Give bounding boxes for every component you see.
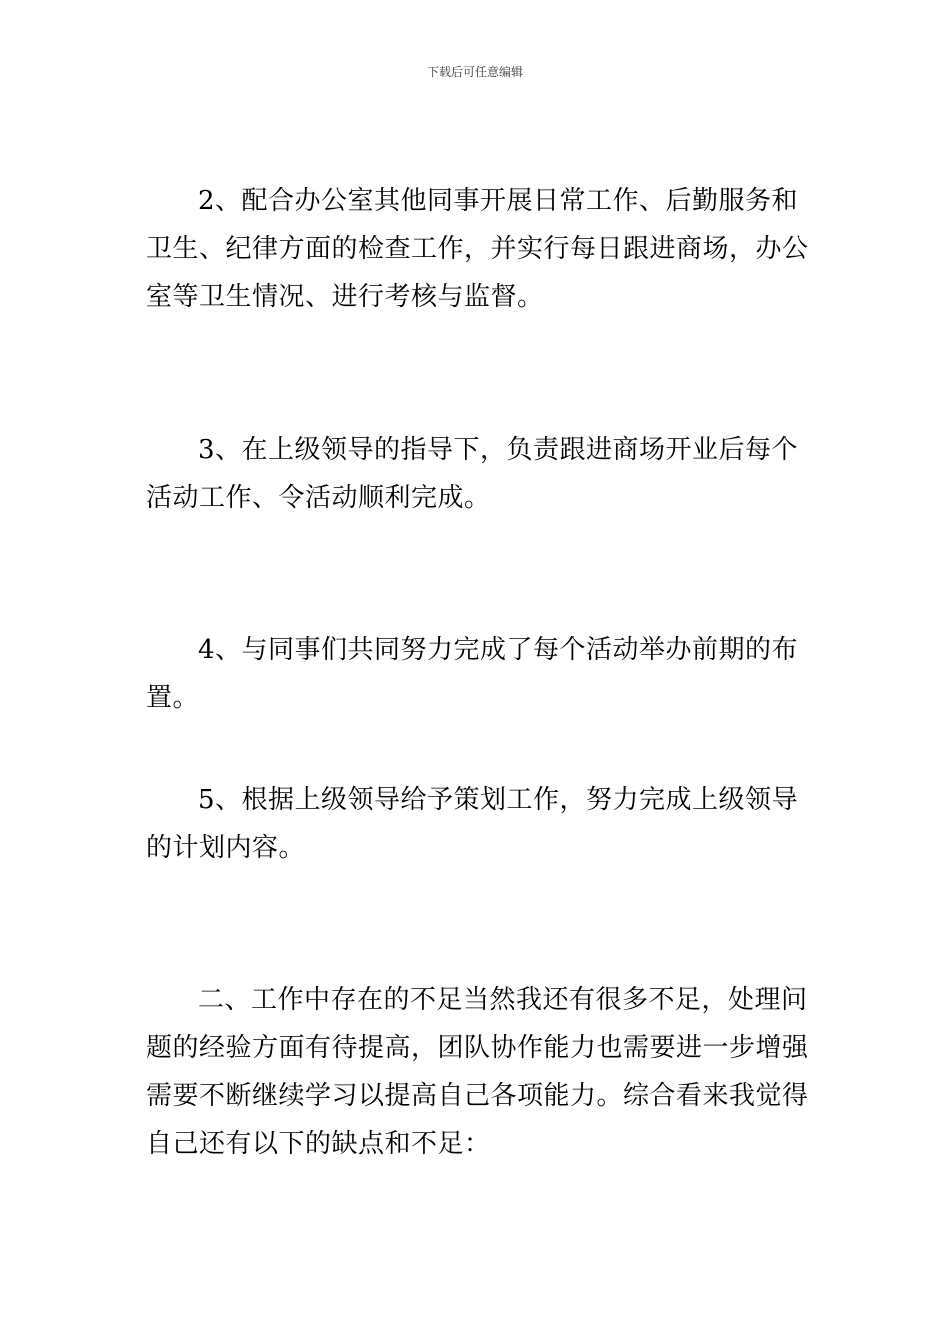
paragraph-item-5: 5、根据上级领导给予策划工作，努力完成上级领导的计划内容。	[146, 785, 799, 863]
paragraph-item-3: 3、在上级领导的指导下，负责跟进商场开业后每个活动工作、令活动顺利完成。	[146, 435, 799, 513]
paragraph-item-2: 2、配合办公室其他同事开展日常工作、后勤服务和卫生、纪律方面的检查工作，并实行每日跟进商场，办公室等卫生情况、进行考核与监督。	[146, 186, 809, 312]
page-header: 下载后可任意编辑	[426, 65, 523, 79]
paragraph-section-two: 二、工作中存在的不足当然我还有很多不足，处理问题的经验方面有待提高，团队协作能力也需要进一步增强需要不断继续学习以提高自己各项能力。综合看来我觉得自己还有以下的缺点和不足：	[146, 985, 809, 1159]
paragraph-item-4: 4、与同事们共同努力完成了每个活动举办前期的布置。	[146, 635, 799, 713]
